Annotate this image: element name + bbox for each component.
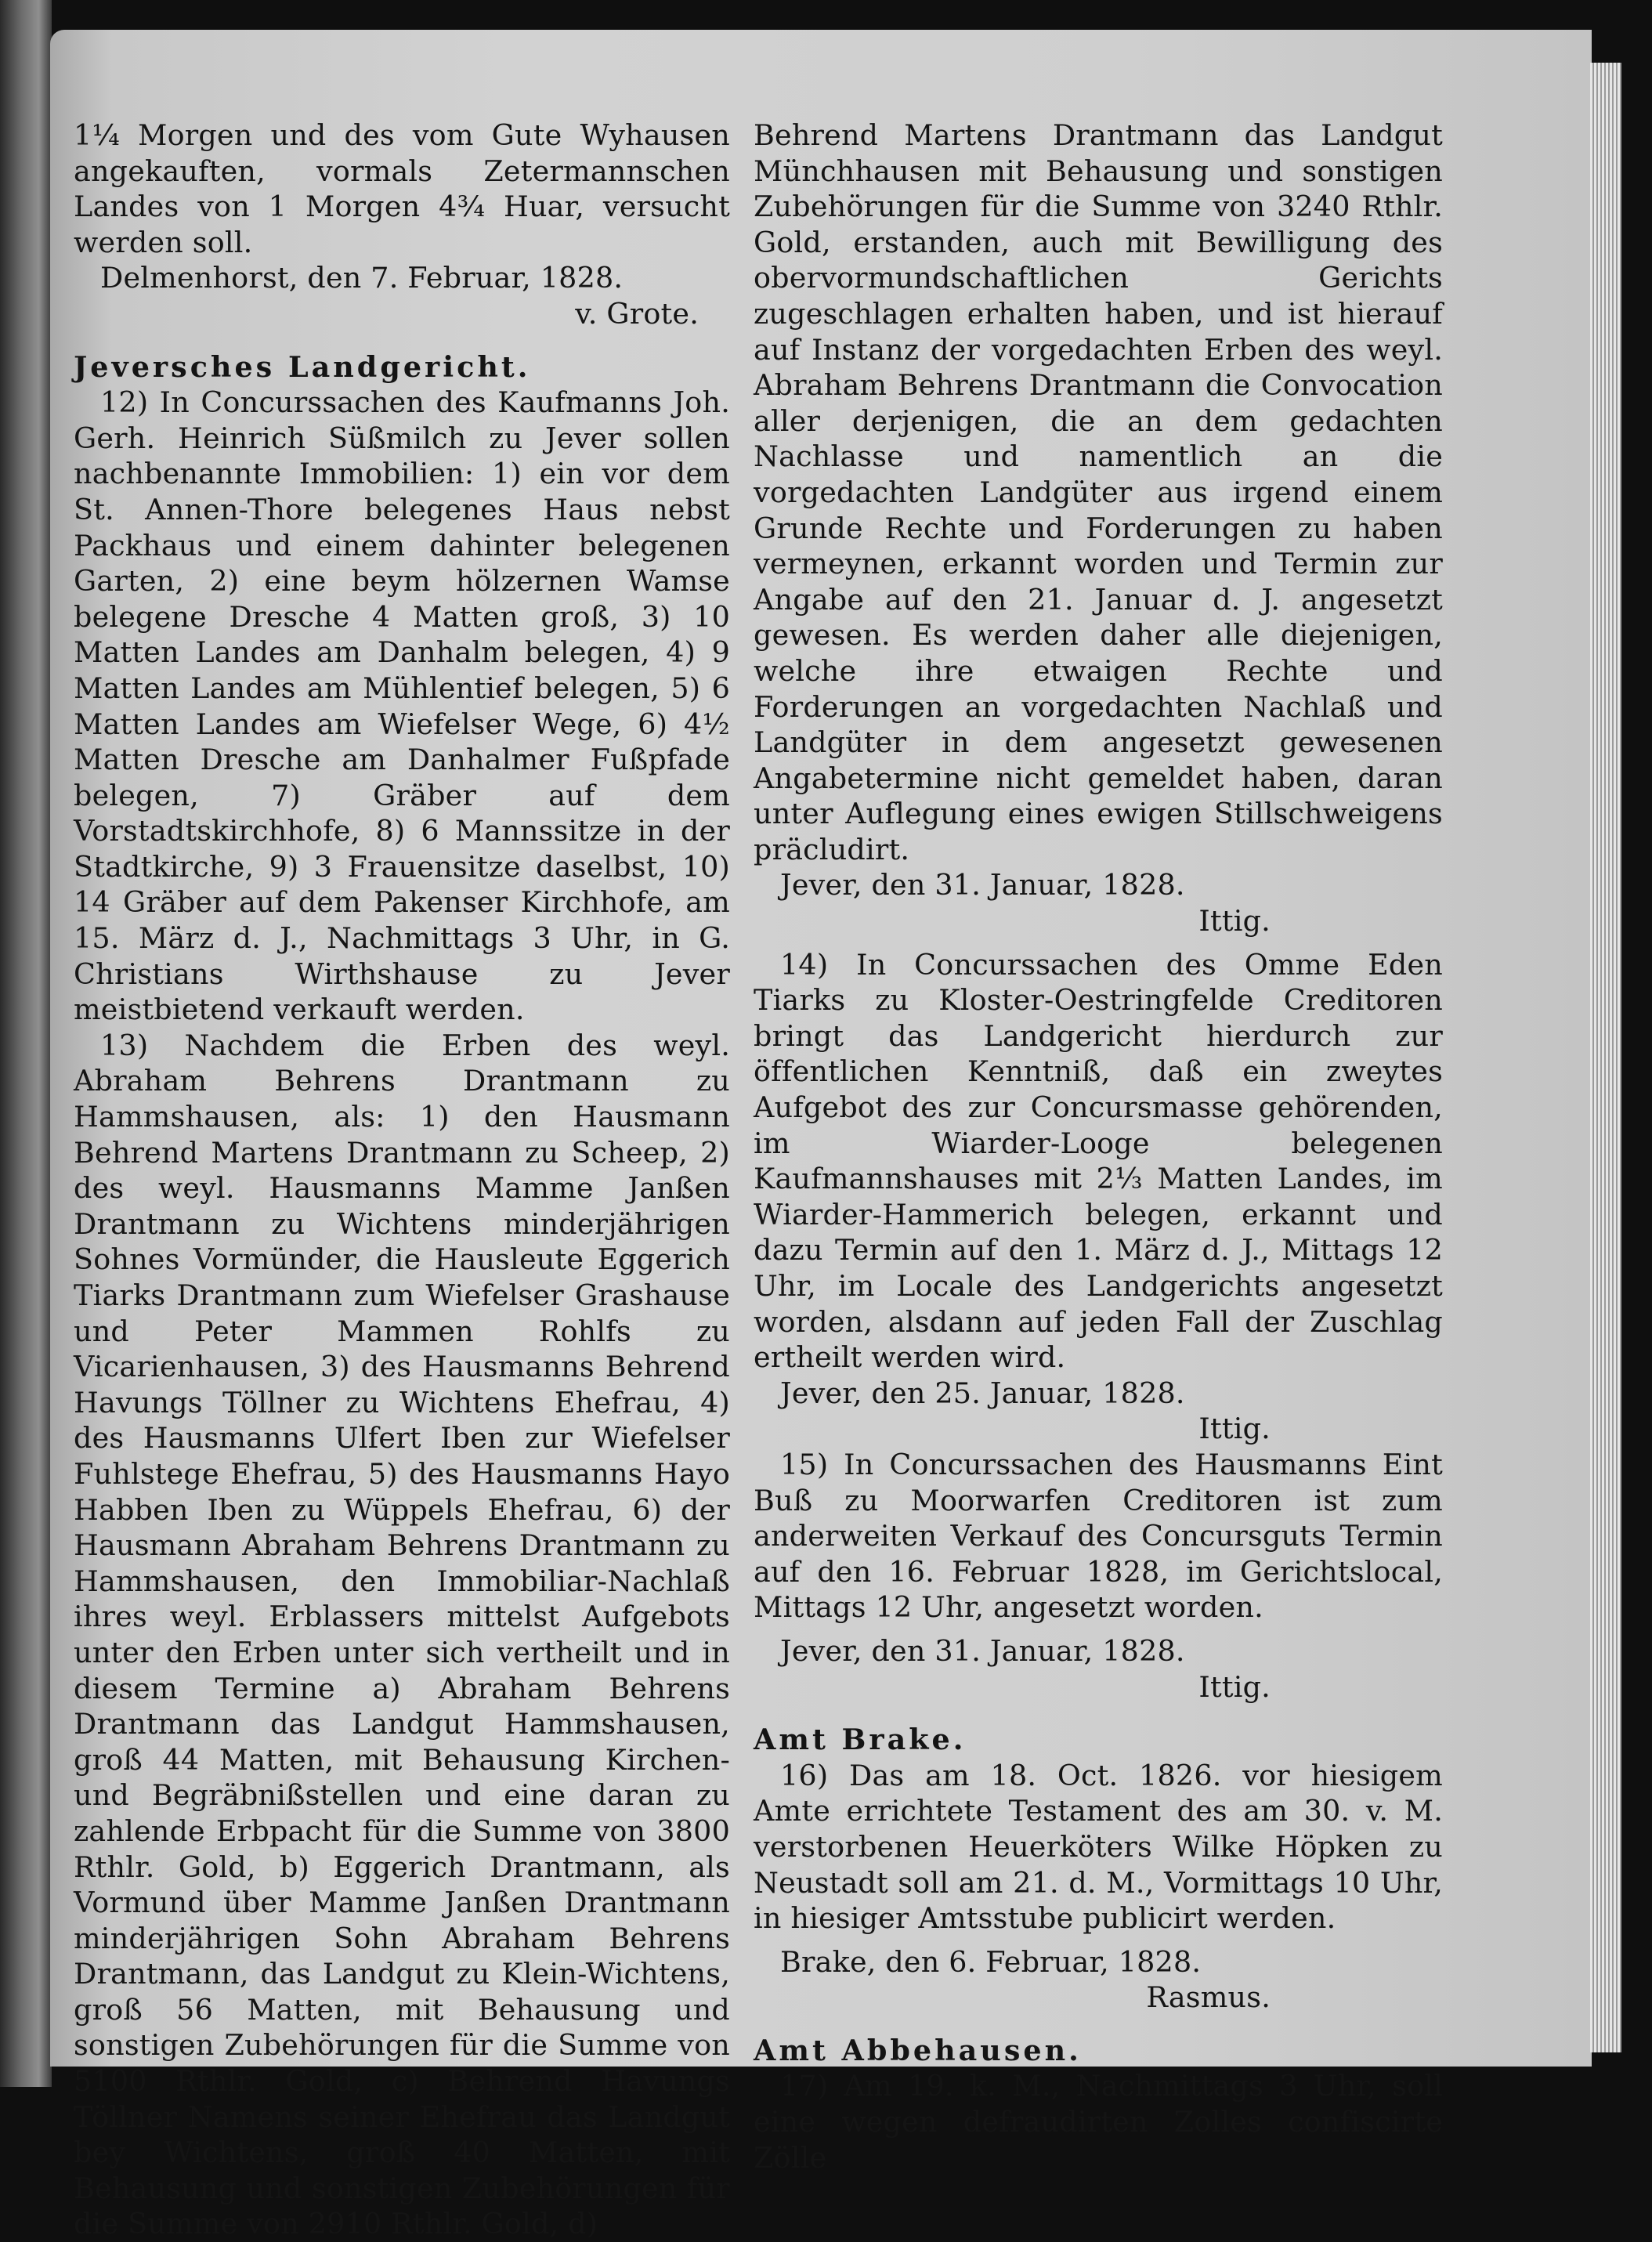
dateline-jever-2: Jever, den 25. Januar, 1828. [780, 1376, 1185, 1410]
section-heading-jever: Jeversches Landgericht. [74, 349, 531, 384]
notice-13: 13) Nachdem die Erben des weyl. Abraham Behrens Drantmann zu Hammshausen, als: 1) den Hausmann Behrend Martens Drantmann zu Scheep, 2) des weyl. Hausmanns Mamme Janßen Drantmann zu Wichtens minderjährigen Sohnes Vormünder, die Hausleute Eggerich Tiarks Drantmann zum Wiefelser Grashause und Peter Mammen Rohlfs zu Vicarienhausen, 3) des Hausmanns Behrend Havungs Töllner zu Wichtens Ehefrau, 4) des Hausmanns Ulfert Iben zur Wiefelser Fuhlstege Ehefrau, 5) des Hausmanns Hayo Habben Iben zu Wüppels Ehefrau, 6) der Hausmann Abraham Behrens Drantmann zu Hammshausen, den Immobiliar-Nachlaß ihres weyl. Erblassers mittelst Aufgebots unter den Erben unter sich vertheilt und in diesem Termine a) Abraham Behrens Drantmann das Landgut Hammshausen, groß 44 Matten, mit Behausung Kirchen- und Begräbnißstellen und eine daran zu zahlende Erbpacht für die Summe von 3800 Rthlr. Gold, b) Eggerich Drantmann, als Vormund über Mamme Janßen Drantmann minderjährigen Sohn Abraham Behrens Drantmann, das Landgut zu Klein-Wichtens, groß 56 Matten, mit Behausung und sonstigen Zubehörungen für die Summe von 5100 Rthlr. Gold, c) Behrend Havungs Töllner Namens seiner Ehefrau das Landgut bey Wichtens, groß 40 Matten, mit Behausung und sonstigen Zubehörungen für die Summe von 2910 Rthlr. Gold, d) [74, 1028, 730, 2241]
notice-17: 17) Am 19. k. M., Nachmittags 3 Uhr, soll eine wegen defraudirten Zolles confiscirte Zölle [754, 2069, 1443, 2175]
book-page-edges [1590, 63, 1621, 2052]
previous-page-edge [0, 0, 52, 2087]
signature-ittig-1: Ittig. [1198, 904, 1271, 938]
signature-rasmus: Rasmus. [1146, 1980, 1271, 2015]
dateline-delmenhorst: Delmenhorst, den 7. Februar, 1828. [100, 261, 624, 295]
signature-grote: v. Grote. [575, 296, 699, 331]
notice-15: 15) In Concurssachen des Hausmanns Eint Buß zu Moorwarfen Creditoren ist zum anderweiten Verkauf des Concursguts Termin auf den 16. Februar 1828, im Gerichtslocal, Mittags 12 Uhr, angesetzt worden. [754, 1447, 1443, 1625]
left-column [74, 118, 730, 2242]
signature-ittig-3: Ittig. [1198, 1669, 1271, 1704]
notice-13-continued: Behrend Martens Drantmann das Landgut Münchhausen mit Behausung und sonstigen Zubehörungen für die Summe von 3240 Rthlr. Gold, erstanden, auch mit Bewilligung des obervormundschaftlichen Gerichts zugeschlagen erhalten haben, und ist hierauf auf Instanz der vorgedachten Erben des weyl. Abraham Behrens Drantmann die Convocation aller derjenigen, die an dem gedachten Nachlasse und namentlich an die vorgedachten Landgüter aus irgend einem Grunde Rechte und Forderungen zu haben vermeynen, erkannt worden und Termin zur Angabe auf den 21. Januar d. J. angesetzt gewesen. Es werden daher alle diejenigen, welche ihre etwaigen Rechte und Forderungen an vorgedachten Nachlaß und Landgüter in dem angesetzt gewesenen Angabetermine nicht gemeldet haben, daran unter Auflegung eines ewigen Stillschweigens präcludirt. [754, 118, 1443, 866]
notice-16: 16) Das am 18. Oct. 1826. vor hiesigem Amte errichtete Testament des am 30. v. M. verstorbenen Heuerköters Wilke Höpken zu Neustadt soll am 21. d. M., Vormittags 10 Uhr, in hiesiger Amtsstube publicirt werden. [754, 1758, 1443, 1936]
dateline-brake: Brake, den 6. Februar, 1828. [780, 1944, 1202, 1979]
notice-12: 12) In Concurssachen des Kaufmanns Joh. Gerh. Heinrich Süßmilch zu Jever sollen nachbenannte Immobilien: 1) ein vor dem St. Annen-Thore belegenes Haus nebst Packhaus und einem dahinter belegenen Garten, 2) eine beym hölzernen Wamse belegene Dresche 4 Matten groß, 3) 10 Matten Landes am Danhalm belegen, 4) 9 Matten Landes am Mühlentief belegen, 5) 6 Matten Landes am Wiefelser Wege, 6) 4½ Matten Dresche am Danhalmer Fußpfade belegen, 7) Gräber auf dem Vorstadtskirchhofe, 8) 6 Mannssitze in der Stadtkirche, 9) 3 Frauensitze daselbst, 10) 14 Gräber auf dem Pakenser Kirchhofe, am 15. März d. J., Nachmittags 3 Uhr, in G. Christians Wirthshause zu Jever meistbietend verkauft werden. [74, 385, 730, 1027]
notice-14: 14) In Concurssachen des Omme Eden Tiarks zu Kloster-Oestringfelde Creditoren bringt das Landgericht hierdurch zur öffentlichen Kenntniß, daß ein zweytes Aufgebot des zur Concursmasse gehörenden, im Wiarder-Looge belegenen Kaufmannshauses mit 2⅓ Matten Landes, im Wiarder-Hammerich belegen, erkannt und dazu Termin auf den 1. März d. J., Mittags 12 Uhr, im Locale des Landgerichts angesetzt worden, alsdann auf jeden Fall der Zuschlag ertheilt werden wird. [754, 947, 1443, 1375]
section-heading-brake: Amt Brake. [754, 1723, 967, 1757]
dateline-jever-3: Jever, den 31. Januar, 1828. [780, 1633, 1185, 1668]
signature-ittig-2: Ittig. [1198, 1412, 1271, 1446]
paragraph-intro: 1¼ Morgen und des vom Gute Wyhausen angekauften, vormals Zetermannschen Landes von 1 Morgen 4¾ Huar, versucht werden soll. [74, 118, 730, 259]
section-heading-abbehausen: Amt Abbehausen. [754, 2033, 1082, 2067]
dateline-jever-1: Jever, den 31. Januar, 1828. [780, 868, 1185, 902]
right-column [754, 118, 1443, 2175]
